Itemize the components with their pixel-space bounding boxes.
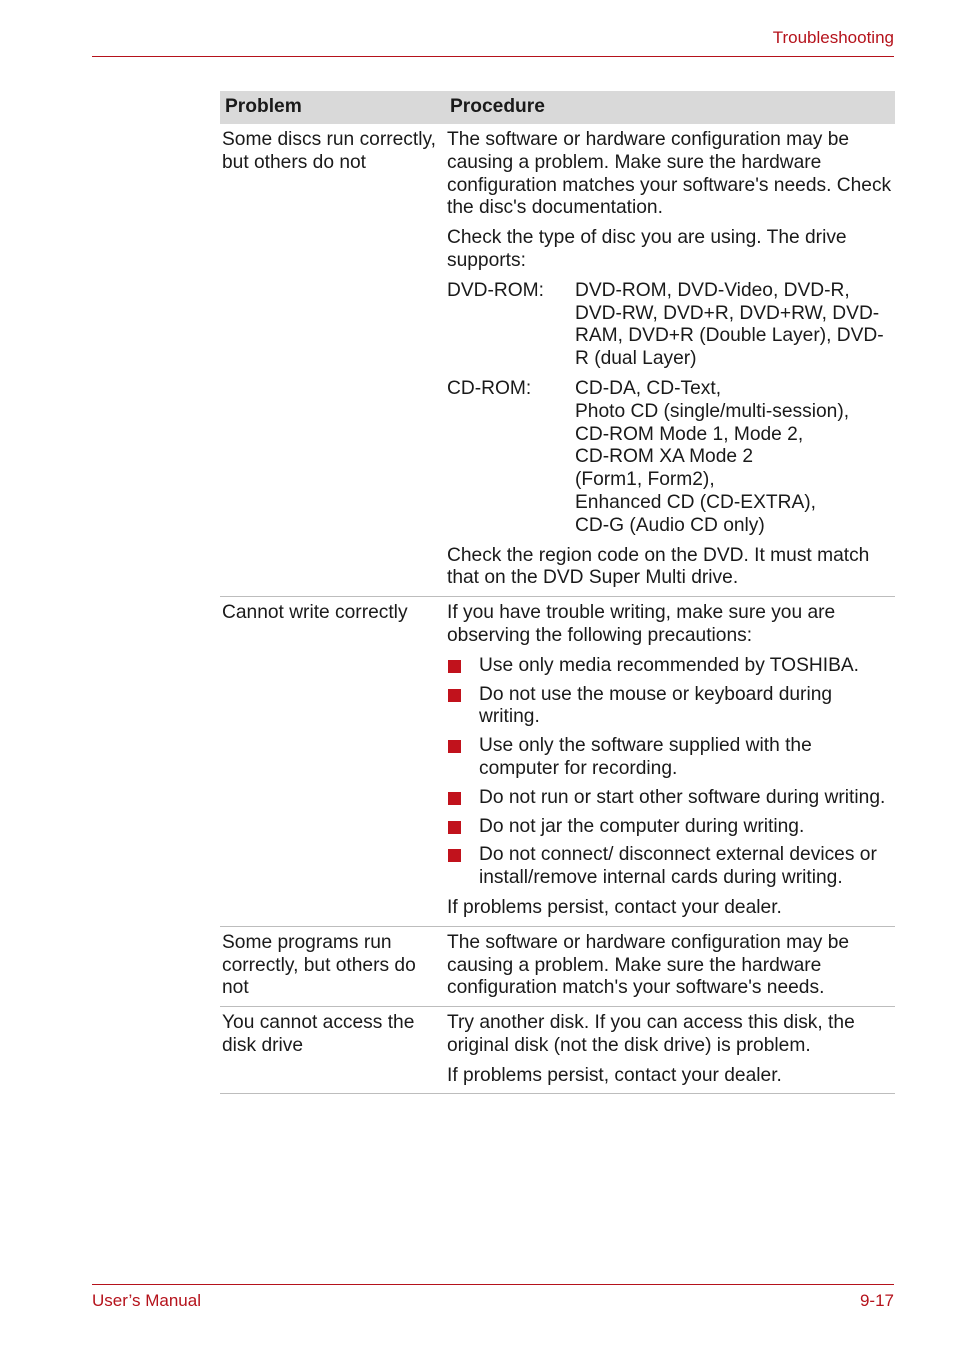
square-bullet-icon [448,740,461,753]
def-line: CD-G (Audio CD only) [575,514,765,536]
table-row [220,124,895,597]
def-line: Photo CD (single/multi-session), [575,400,850,422]
table-row [220,597,895,927]
square-bullet-icon [448,689,461,702]
page-number: 9-17 [859,1291,894,1310]
column-header-procedure: Procedure [445,91,895,124]
list-item [447,844,893,890]
list-item-text: Do not run or start other software during writing. [479,786,886,808]
procedure-text: If problems persist, contact your dealer. [447,896,782,918]
def-desc [575,378,893,538]
def-line: CD-DA, CD-Text, [575,377,722,399]
procedure-text: The software or hardware configuration may be causing a problem. Make sure the hardware configuration matches your software's needs. Check the disc's documentation. [447,129,892,219]
list-item-text: Do not jar the computer during writing. [479,815,805,837]
problem-cell: You cannot access the disk drive [220,1007,445,1094]
def-term: DVD-ROM: [447,279,544,301]
list-item [447,655,893,678]
problem-cell: Cannot write correctly [220,597,445,927]
square-bullet-icon [448,821,461,834]
running-header: Troubleshooting [772,28,894,47]
table-row [220,1007,895,1094]
troubleshooting-table [220,91,895,1094]
table-header-row [220,91,895,124]
square-bullet-icon [448,660,461,673]
problem-cell: Some programs run correctly, but others do not [220,926,445,1006]
table-row [220,926,895,1006]
list-item [447,735,893,781]
list-item-text: Use only media recommended by TOSHIBA. [479,654,860,676]
procedure-cell [445,124,895,597]
list-item [447,816,893,839]
list-item-text: Do not connect/ disconnect external devices or install/remove internal cards during writing. [479,844,877,889]
procedure-text: If you have trouble writing, make sure you are observing the following precautions: [447,602,836,646]
square-bullet-icon [448,849,461,862]
procedure-cell [445,926,895,1006]
procedure-text: If problems persist, contact your dealer. [447,1064,782,1086]
def-line: Enhanced CD (CD-EXTRA), [575,491,816,513]
column-header-problem: Problem [220,91,445,124]
procedure-text: Try another disk. If you can access this disk, the original disk (not the disk drive) is problem. [447,1012,855,1056]
procedure-text: The software or hardware configuration may be causing a problem. Make sure the hardware configuration match's your software's needs. [447,931,850,999]
footer-manual-title: User’s Manual [92,1291,201,1310]
def-line: CD-ROM Mode 1, Mode 2, [575,423,804,445]
def-term: CD-ROM: [447,377,532,399]
def-line: CD-ROM XA Mode 2 [575,446,754,468]
header-rule [92,56,894,57]
procedure-cell [445,1007,895,1094]
def-line: (Form1, Form2), [575,469,715,491]
list-item-text: Do not use the mouse or keyboard during writing. [479,683,833,728]
procedure-text: Check the region code on the DVD. It must match that on the DVD Super Multi drive. [447,544,870,589]
problem-cell: Some discs run correctly, but others do not [220,124,445,597]
procedure-cell [445,597,895,927]
list-item [447,684,893,730]
list-item-text: Use only the software supplied with the computer for recording. [479,735,812,779]
list-item [447,787,893,810]
def-desc: DVD-ROM, DVD-Video, DVD-R, DVD-RW, DVD+R, DVD+RW, DVD-RAM, DVD+R (Double Layer), DVD-R (dual Layer) [575,279,884,370]
footer-rule [92,1284,894,1285]
procedure-text: Check the type of disc you are using. The drive supports: [447,227,847,271]
square-bullet-icon [448,792,461,805]
supported-discs-list [447,280,893,538]
precautions-list [447,655,893,890]
